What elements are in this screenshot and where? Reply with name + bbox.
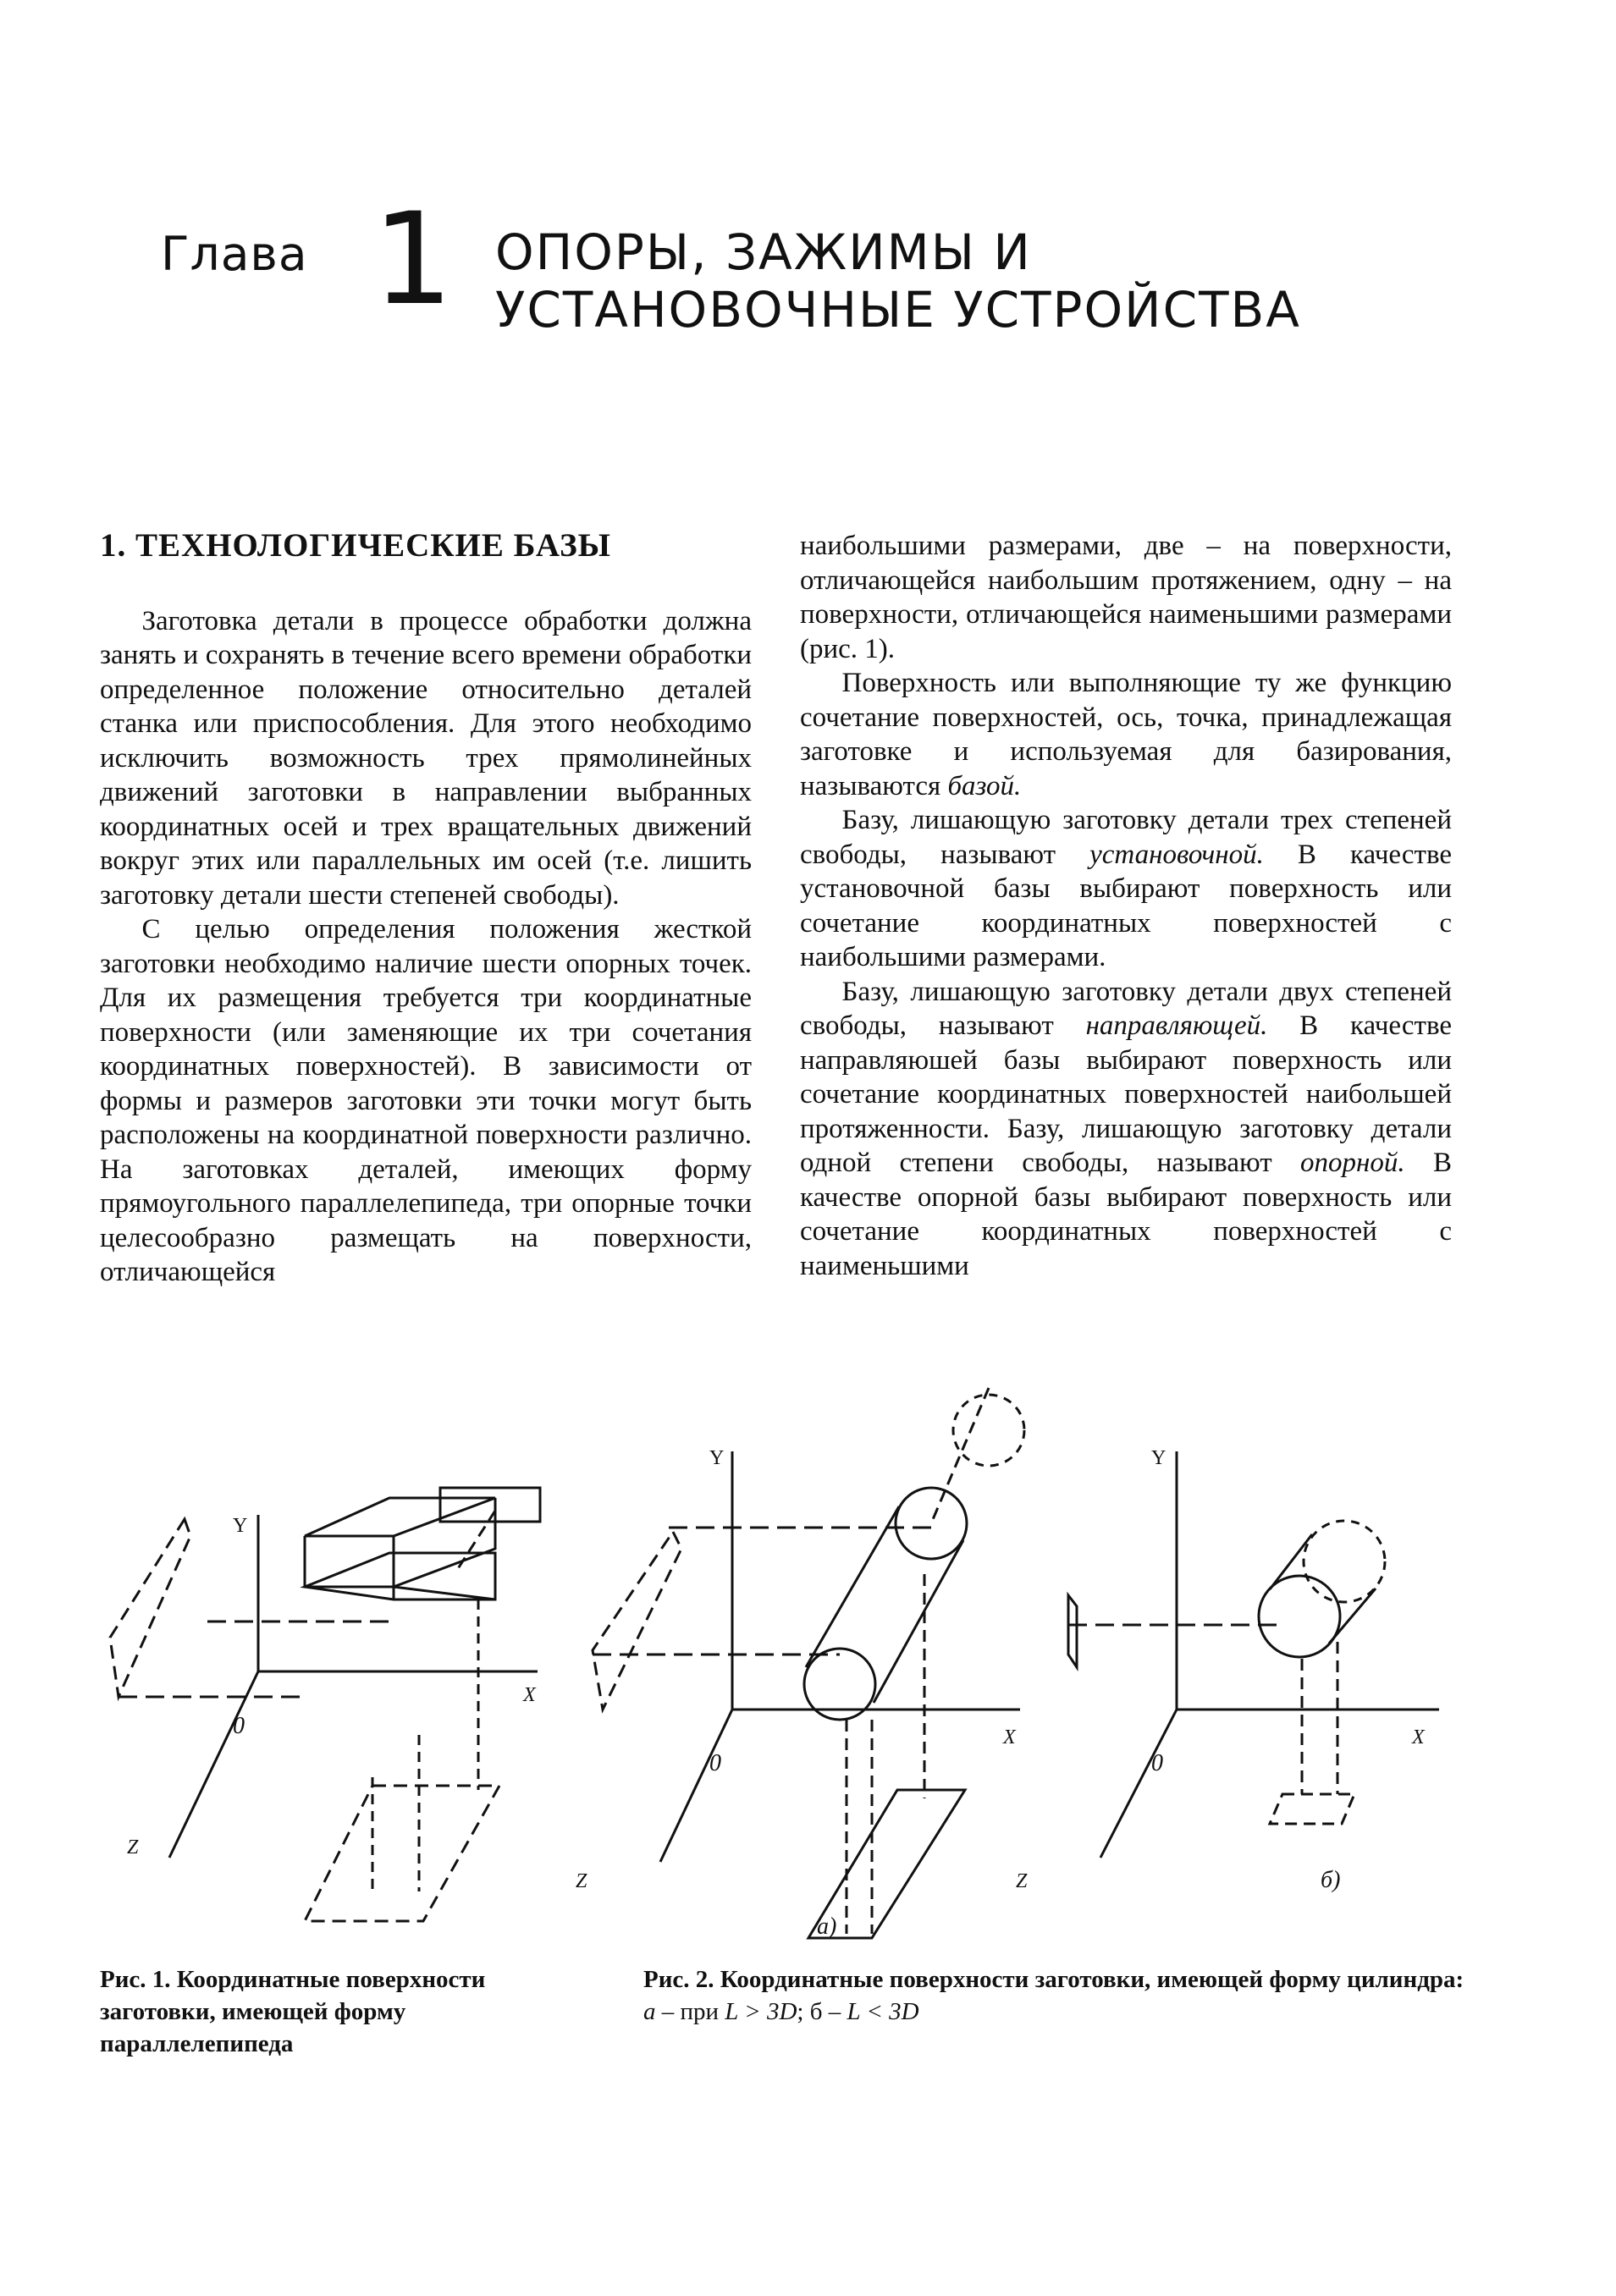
term-base: базой.	[947, 770, 1022, 801]
figures-drawing	[0, 1371, 1616, 1955]
fig1-z-axis	[169, 1671, 258, 1858]
figure-2-caption-text: Рис. 2. Координатные поверхности заготовки, имеющей форму цилиндра:	[643, 1966, 1464, 1993]
term-guiding: направляющей.	[1085, 1010, 1268, 1041]
fig2a-label: а)	[817, 1913, 837, 1940]
term-support: опорной.	[1299, 1148, 1405, 1178]
fig1-box-edges	[305, 1498, 495, 1587]
fig2a-dash-circle	[953, 1395, 1024, 1466]
figure-1-caption-text: Рис. 1. Координатные поверхности заготовки, имеющей форму параллелепипеда	[100, 1966, 486, 2057]
fig2a-y-label: Y	[709, 1447, 725, 1469]
right-paragraph-4	[800, 975, 1452, 1284]
chapter-number: 1	[372, 186, 454, 333]
figure-2a	[576, 1388, 1024, 1940]
fig2b-x-label: X	[1412, 1726, 1425, 1748]
fig2b-z-label: Z	[1016, 1870, 1028, 1892]
right-p3-text-b: В качестве установочной базы выбирают поверхность или сочетание координатных поверхностей с наибольшими размерами.	[800, 839, 1452, 972]
fig1-projection-top	[457, 1511, 495, 1570]
chapter-title	[495, 223, 1301, 339]
fig2a-origin-label: 0	[709, 1750, 721, 1776]
figure-2-caption-sub	[643, 1996, 1473, 2028]
chapter-title-line-1: ОПОРЫ, ЗАЖИМЫ И	[495, 223, 1032, 281]
figure-2-caption	[643, 1963, 1473, 2028]
right-paragraph-1: наибольшими размерами, две – на поверхности, отличающейся наибольшим протяжением, одну – на поверхности, отличающейся наименьшими размерами (рис. 1).	[800, 531, 1452, 664]
fig1-bottom-plane	[305, 1786, 499, 1921]
right-p3-text-a: Базу, лишающую заготовку детали трех степеней свободы, называют	[800, 805, 1452, 870]
fig2b-label: б)	[1321, 1867, 1341, 1893]
fig2b-left-plane	[1068, 1595, 1077, 1667]
section-title: 1. ТЕХНОЛОГИЧЕСКИЕ БАЗЫ	[100, 527, 611, 564]
fig2b-origin-label: 0	[1151, 1750, 1163, 1776]
fig2b-y-label: Y	[1151, 1447, 1166, 1469]
fig2a-cylinder-side-2	[874, 1540, 963, 1703]
right-paragraph-3	[800, 803, 1452, 975]
left-paragraph-1: Заготовка детали в процессе обработки должна занять и сохранять в течение всего времени обработки определенное положение относительно деталей станка или приспособления. Для этого необходимо исключить возможность трех прямолинейных движений заготовки в направлении выбранных координатных осей и трех вращательных движений вокруг этих или параллельных им осей (т.е. лишить заготовку детали шести степеней свободы).	[100, 605, 752, 911]
caption-a-text: – при	[655, 1998, 725, 2025]
figure-1-caption	[100, 1963, 574, 2060]
fig1-y-label: Y	[233, 1515, 248, 1537]
figure-2b	[1016, 1447, 1439, 1893]
fig2a-left-plane	[593, 1532, 681, 1710]
left-paragraph-2: С целью определения положения жесткой заготовки необходимо наличие шести опорных точек. Для их размещения требуется три координатные поверхности (или заменяющие их три сочетания координатных поверхностей). В зависимости от формы и размеров заготовки эти точки могут быть расположены на координатной поверхности различно. На заготовках деталей, имеющих форму прямоугольного параллелепипеда, три опорные точки целесообразно размещать на поверхности, отличающейся	[100, 914, 752, 1287]
right-p2-text: Поверхность или выполняющие ту же функцию сочетание поверхностей, ось, точка, принадлежащая заготовке и используемая для базирования, называются	[800, 668, 1452, 801]
fig2a-z-label: Z	[576, 1870, 587, 1892]
caption-sep: ; б –	[797, 1998, 847, 2025]
right-paragraph-2	[800, 666, 1452, 803]
fig1-z-label: Z	[127, 1836, 139, 1858]
right-column	[800, 529, 1452, 1283]
fig1-left-plane	[110, 1519, 190, 1697]
right-p4-text-c: В качестве опорной базы выбирают поверхность или сочетание координатных поверхностей с наименьшими	[800, 1148, 1452, 1281]
figure-1	[110, 1488, 540, 1921]
fig2a-z-axis	[660, 1710, 732, 1862]
right-p4-text-a: Базу, лишающую заготовку детали двух степеней свободы, называют	[800, 976, 1452, 1041]
right-p4-text-b: В качестве направляюшей базы выбирают поверхность или сочетание координатных поверхностей наибольшей протяженности. Базу, лишающую заготовку детали одной степени свободы, называют	[800, 1010, 1452, 1178]
fig2b-z-axis	[1100, 1710, 1177, 1858]
caption-cond-2: L < 3D	[847, 1998, 919, 2025]
fig2a-x-label: X	[1003, 1726, 1016, 1748]
caption-cond-1: L > 3D	[725, 1998, 797, 2025]
fig1-origin-label: 0	[233, 1713, 245, 1739]
fig1-box-top	[305, 1498, 495, 1536]
fig2b-cylinder-back-end	[1304, 1521, 1385, 1602]
fig2b-bottom-plane	[1270, 1794, 1354, 1824]
chapter-header	[161, 186, 1431, 347]
fig2a-cylinder-top-end	[896, 1488, 967, 1559]
fig2a-cylinder-side-1	[806, 1506, 899, 1667]
chapter-label: Глава	[161, 227, 308, 281]
left-column	[100, 529, 752, 1290]
caption-a-letter: а	[643, 1998, 656, 2025]
term-installation: установочной.	[1089, 839, 1264, 870]
fig2b-cylinder-side-1	[1270, 1534, 1312, 1589]
fig1-x-label: X	[523, 1684, 536, 1706]
chapter-title-line-2: УСТАНОВОЧНЫЕ УСТРОЙСТВА	[495, 281, 1301, 339]
